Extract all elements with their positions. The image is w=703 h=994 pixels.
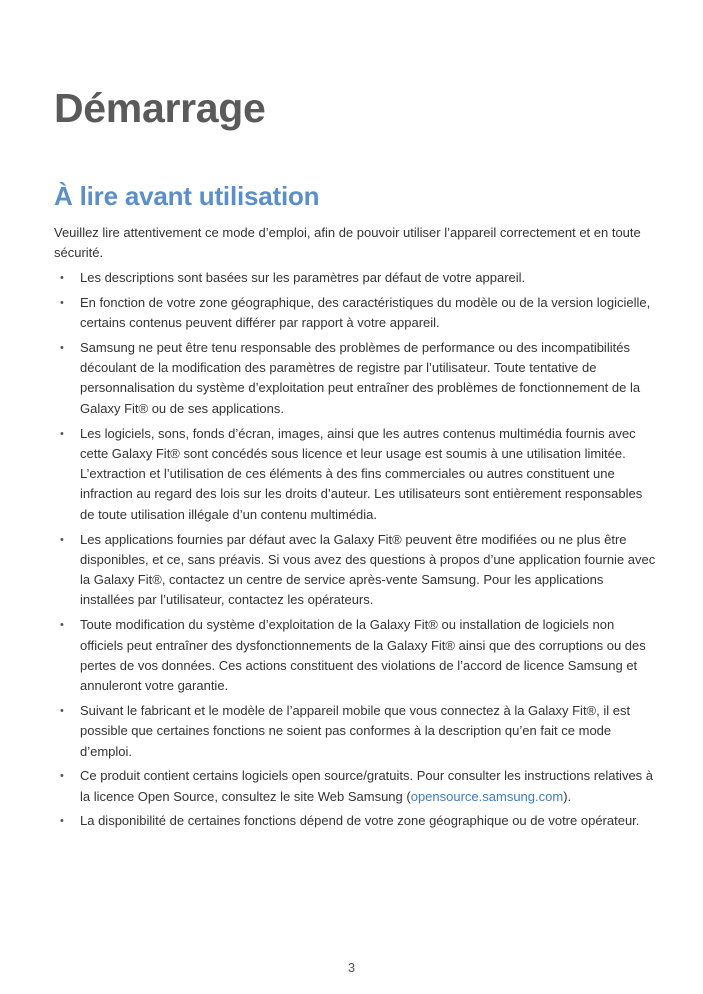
list-item [54,424,658,525]
bullet-icon: • [60,619,64,632]
list-item [54,811,658,831]
chapter-title: Démarrage [54,85,266,131]
opensource-link[interactable]: opensource.samsung.com [410,788,564,804]
list-item-text: La disponibilité de certaines fonctions dépend de votre zone géographique ou de votre opérateur. [80,813,640,829]
bullet-icon: • [60,770,64,783]
list-item-text: Les logiciels, sons, fonds d’écran, images, ainsi que les autres contenus multimédia fournis avec cette Galaxy Fit® sont concédés sous licence et leur usage est soumis à une utilisation limitée. L’extraction et l’utilisation de ces éléments à des fins commerciales ou autres constituent une infraction au regard des lois sur les droits d’auteur. Les utilisateurs sont entièrement responsables de toute utilisation illégale d’un contenu multimédia. [80,425,643,522]
intro-paragraph: Veuillez lire attentivement ce mode d’emploi, afin de pouvoir utiliser l’appareil correctement et en toute sécurité. [54,225,641,260]
list-item-text: Les applications fournies par défaut avec la Galaxy Fit® peuvent être modifiées ou ne plus être disponibles, et ce, sans préavis. Si vous avez des questions à propos d’une application fournie avec la Galaxy Fit®, contactez un centre de service après-vente Samsung. Pour les applications installées par l’utilisateur, contactez les opérateurs. [80,531,656,608]
bullet-list [54,268,658,836]
bullet-icon: • [60,533,64,546]
list-item [54,293,658,334]
list-item [54,530,658,611]
bullet-icon: • [60,341,64,354]
bullet-icon: • [60,272,64,284]
page-number: 3 [347,960,356,975]
list-item-text: Ce produit contient certains logiciels open source/gratuits. Pour consulter les instructions relatives à la licence Open Source, consultez le site Web Samsung ( [80,768,654,804]
bullet-icon: • [60,427,64,440]
list-item [54,615,658,696]
bullet-icon: • [60,704,64,717]
list-item-text: Suivant le fabricant et le modèle de l’appareil mobile que vous connectez à la Galaxy Fit®, il est possible que certaines fonctions ne soient pas conformes à la description qu’en fait ce mode d’emploi. [80,702,631,759]
list-item-text: Samsung ne peut être tenu responsable des problèmes de performance ou des incompatibilités découlant de la modification des paramètres de registre par l’utilisateur. Toute tentative de personnalisation du système d’exploitation peut entraîner des problèmes de fonctionnement de la Galaxy Fit® ou de ses applications. [80,339,641,416]
section-title: À lire avant utilisation [54,181,320,211]
list-item-text: Les descriptions sont basées sur les paramètres par défaut de votre appareil. [80,270,526,285]
list-item-text: En fonction de votre zone géographique, des caractéristiques du modèle ou de la version logicielle, certains contenus peuvent différer par rapport à votre appareil. [80,294,651,331]
list-item [54,701,658,762]
list-item-text: Toute modification du système d’exploitation de la Galaxy Fit® ou installation de logiciels non officiels peut entraîner des dysfonctionnements de la Galaxy Fit® ainsi que des corruptions ou des pertes de vos données. Ces actions constituent des violations de l’accord de licence Samsung et annuleront votre garantie. [80,617,646,694]
list-item-text-end: ). [563,788,572,804]
bullet-icon: • [60,296,64,309]
list-item-opensource [54,766,658,807]
bullet-icon: • [60,815,64,828]
list-item [54,338,658,419]
list-item [54,268,658,288]
